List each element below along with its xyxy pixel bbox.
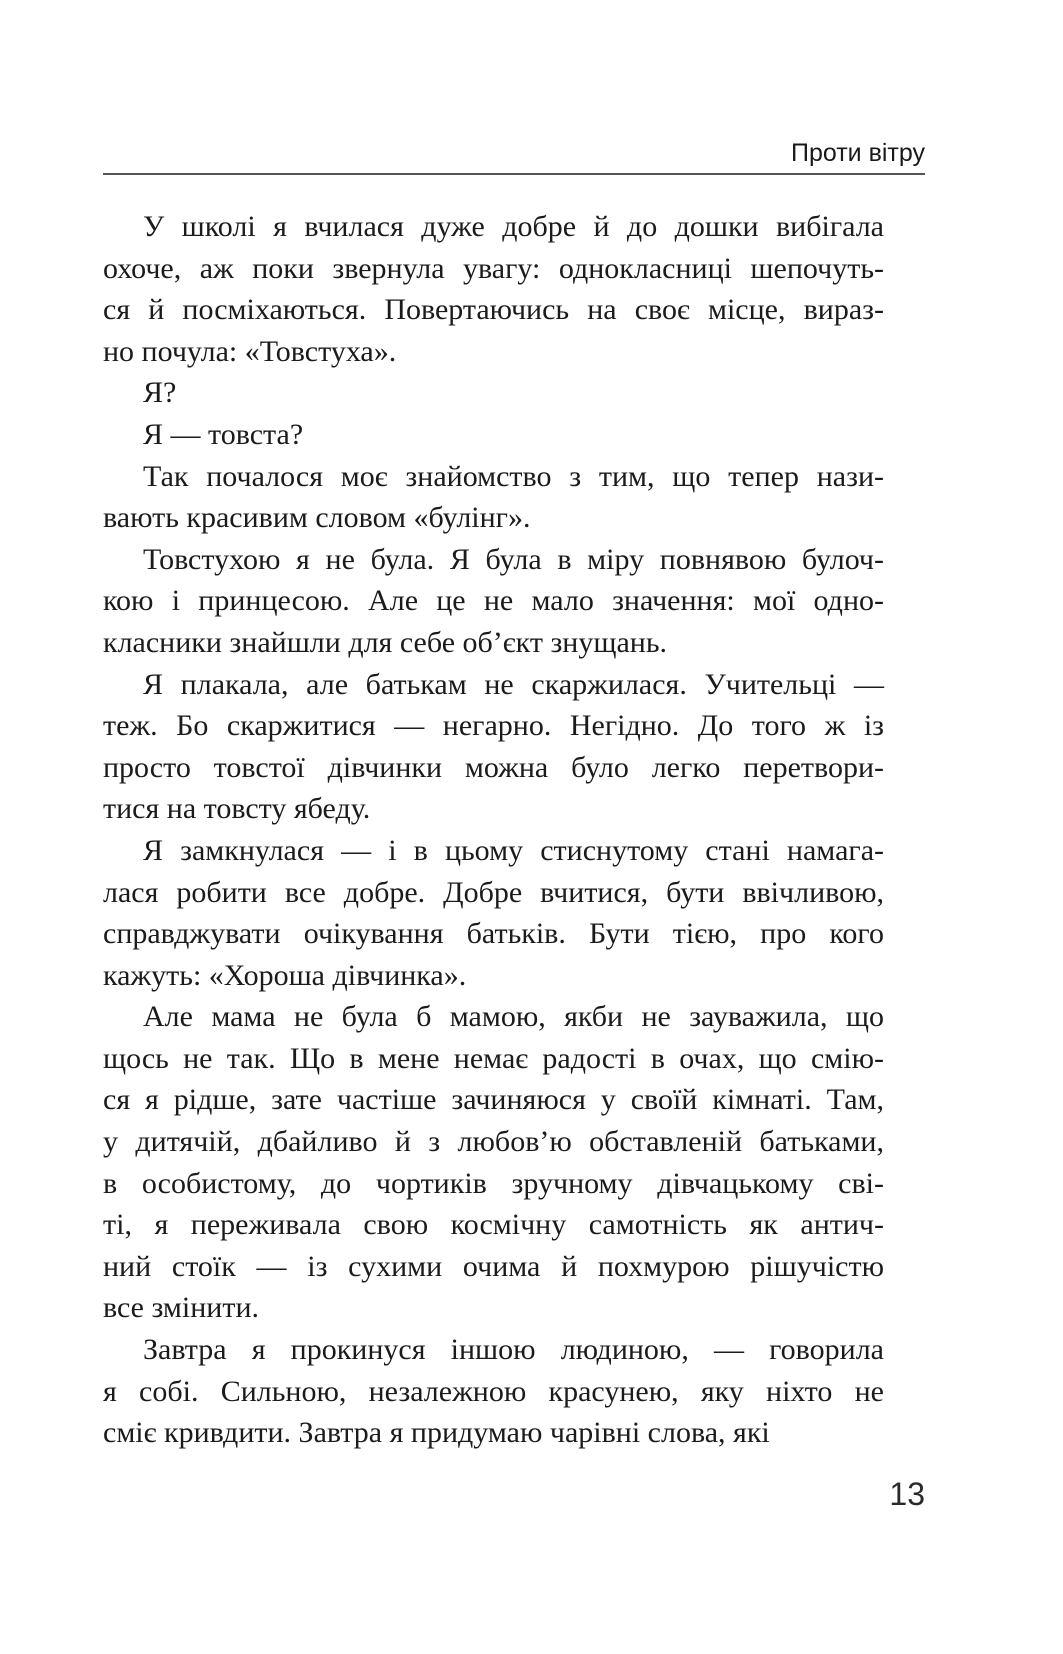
paragraph [103,539,884,664]
text-line: сміє кривдити. Завтра я придумаю чарівні слова, які [103,1416,770,1450]
paragraph [103,996,884,1329]
text-line: в особистому, до чортиків зручному дівчацькому сві- [103,1166,884,1200]
text-line: класники знайшли для себе об’єкт знущань. [103,625,668,659]
text-line: у дитячій, дбайливо й з любов’ю обставленій батьками, [103,1125,884,1159]
paragraph [103,206,884,372]
paragraph [103,456,884,539]
text-line: но почула: «Товстуха». [103,334,397,368]
text-line: вають красивим словом «булінг». [103,501,531,535]
text-line: ся я рідше, зате частіше зачиняюся у своїй кімнаті. Там, [103,1083,884,1117]
paragraph [103,664,884,830]
text-line: ті, я переживала свою космічну самотність як антич- [103,1208,884,1242]
paragraph [103,1329,884,1454]
text-block [103,206,884,1454]
text-line: ся й посміхаються. Повертаючись на своє місце, вираз- [103,293,884,327]
text-line: теж. Бо скаржитися — негарно. Негідно. До того ж із [103,709,884,743]
text-line: Але мама не була б мамою, якби не зауважила, що [143,1000,884,1034]
text-line: Товстухою я не була. Я була в міру повнявою булоч- [143,542,884,576]
text-line: Так почалося моє знайомство з тим, що тепер нази- [143,459,884,493]
header-title: Проти вітру [791,139,925,167]
text-line: лася робити все добре. Добре вчитися, бути ввічливою, [103,875,884,909]
text-line: справджувати очікування батьків. Бути тією, про кого [103,917,884,951]
paragraph [103,414,884,456]
text-line: щось не так. Що в мене немає радості в очах, що смію- [103,1041,884,1075]
text-line: ний стоїк — із сухими очима й похмурою рішучістю [103,1249,884,1283]
text-line: охоче, аж поки звернула увагу: однокласниці шепочуть- [103,251,884,285]
text-line: У школі я вчилася дуже добре й до дошки вибігала [143,210,884,243]
running-header [103,140,925,175]
text-line: Я замкнулася — і в цьому стиснутому стані намага- [143,833,884,867]
page-number: 13 [889,1476,925,1512]
text-line: кою і принцесою. Але це не мало значення: мої одно- [103,584,884,618]
paragraph [103,372,884,414]
text-line: просто товстої дівчинки можна було легко перетвори- [103,750,884,784]
text-line: Я — товста? [143,417,304,451]
text-line: кажуть: «Хороша дівчинка». [103,958,467,992]
text-line: тися на товсту ябеду. [103,792,371,826]
text-line: все змінити. [103,1291,260,1325]
text-line: Я плакала, але батькам не скаржилася. Учительці — [143,667,884,701]
paragraph [103,830,884,996]
text-line: Я? [143,376,177,410]
text-line: Завтра я прокинуся іншою людиною, — говорила [143,1333,884,1367]
text-line: я собі. Сильною, незалежною красунею, яку ніхто не [103,1374,884,1408]
